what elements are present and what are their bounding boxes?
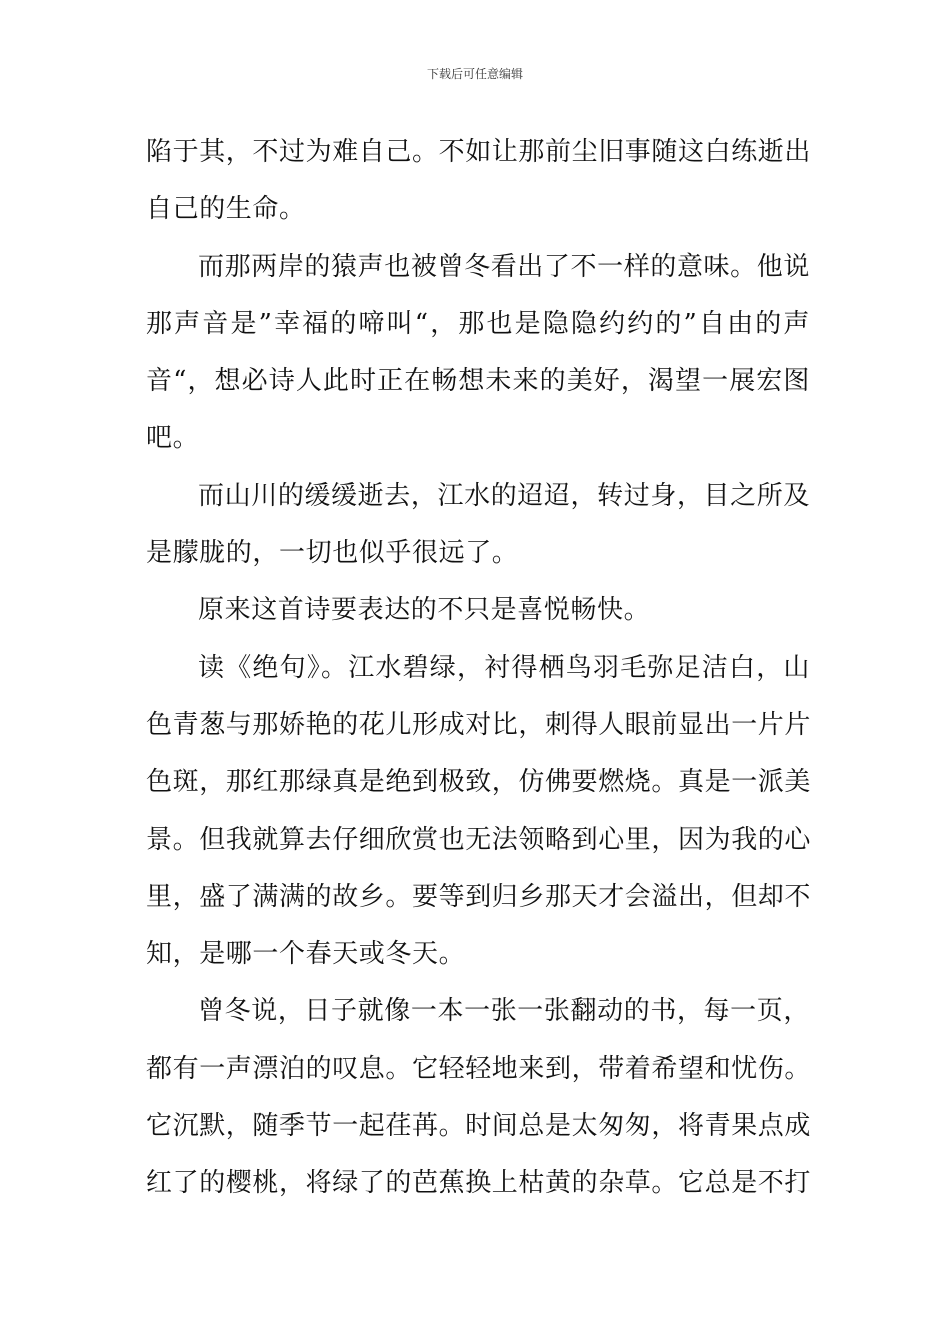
text-line: 曾冬说，日子就像一本一张一张翻动的书，每一页， <box>198 996 810 1027</box>
text-line: 而那两岸的猿声也被曾冬看出了不一样的意味。他说 <box>198 251 810 282</box>
text-line: 它沉默，随季节一起荏苒。时间总是太匆匆，将青果点成 <box>146 1111 812 1142</box>
text-line: 红了的樱桃，将绿了的芭蕉换上枯黄的杂草。它总是不打 <box>146 1168 812 1199</box>
text-line: 读《绝句》。江水碧绿，衬得栖鸟羽毛弥足洁白，山 <box>198 652 810 683</box>
text-line: 知，是哪一个春天或冬天。 <box>146 939 466 970</box>
paragraph-1 <box>146 124 810 239</box>
paragraph-4 <box>146 582 810 639</box>
paragraph-5 <box>146 640 810 984</box>
text-line: 那声音是”幸福的啼叫“，那也是隐隐约约的”自由的声 <box>146 308 810 339</box>
text-line: 自己的生命。 <box>146 194 306 225</box>
text-line: 色斑，那红那绿真是绝到极致，仿佛要燃烧。真是一派美 <box>146 767 812 798</box>
text-line: 陷于其，不过为难自己。不如让那前尘旧事随这白练逝出 <box>146 137 812 167</box>
text-line: 而山川的缓缓逝去，江水的迢迢，转过身，目之所及 <box>198 480 810 511</box>
page-header: 下载后可任意编辑 <box>426 67 523 81</box>
document-body <box>146 124 810 1213</box>
text-line: 里，盛了满满的故乡。要等到归乡那天才会溢出，但却不 <box>146 881 812 912</box>
paragraph-6 <box>146 983 810 1212</box>
text-line: 色青葱与那娇艳的花儿形成对比，刺得人眼前显出一片片 <box>146 709 812 740</box>
text-line: 吧。 <box>146 423 200 454</box>
paragraph-2 <box>146 239 810 468</box>
text-line: 原来这首诗要表达的不只是喜悦畅快。 <box>198 595 651 626</box>
text-line: 景。但我就算去仔细欣赏也无法领略到心里，因为我的心 <box>146 824 812 855</box>
text-line: 都有一声漂泊的叹息。它轻轻地来到，带着希望和忧伤。 <box>146 1053 812 1084</box>
text-line: 音“，想必诗人此时正在畅想未来的美好，渴望一展宏图 <box>146 366 810 397</box>
text-line: 是朦胧的，一切也似乎很远了。 <box>146 538 519 569</box>
paragraph-3 <box>146 468 810 583</box>
